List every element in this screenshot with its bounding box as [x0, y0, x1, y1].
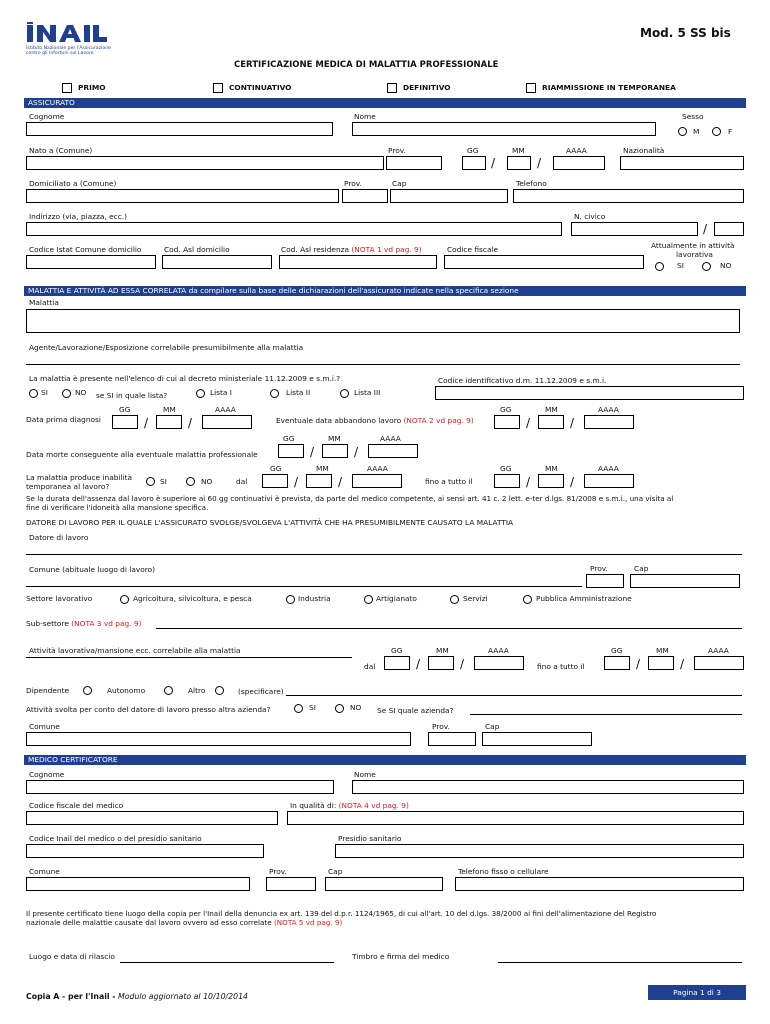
- quale-lista-label: se SI in quale lista?: [96, 391, 168, 400]
- inabilita-dal-label: dal: [236, 477, 248, 486]
- datore-heading: DATORE DI LAVORO PER IL QUALE L'ASSICURATO SVOLGE/SVOLGEVA L'ATTIVITÀ CHE HA PRESUMIBILMENTE CAUSATO LA MALATTIA: [26, 518, 514, 527]
- asl-domicilio-field[interactable]: [162, 255, 272, 269]
- attivita-no-radio[interactable]: [702, 262, 711, 271]
- inabilita-question-1: La malattia produce inabilità: [26, 473, 133, 482]
- altra-comune-field[interactable]: [26, 732, 411, 746]
- mansione-aaaa-label: AAAA: [488, 646, 509, 655]
- elenco-si-radio[interactable]: [29, 389, 38, 398]
- inabilita-gg-label: GG: [270, 464, 282, 473]
- specificare-line[interactable]: [286, 695, 742, 696]
- datore-cap-field[interactable]: [630, 574, 740, 588]
- lista-1-radio[interactable]: [196, 389, 205, 398]
- attivita-label-1: Attualmente in attività: [651, 241, 735, 250]
- mansione-fino-aaaa-label: AAAA: [708, 646, 729, 655]
- settore-artigianato-label: Artigianato: [376, 594, 417, 603]
- nazionalita-label: Nazionalità: [623, 146, 665, 155]
- prima-diagnosi-label: Data prima diagnosi: [26, 415, 101, 424]
- lista-3-label: Lista III: [354, 388, 381, 397]
- datore-label: Datore di lavoro: [29, 533, 89, 542]
- diagnosi-mm-label: MM: [163, 405, 176, 414]
- medico-nome-label: Nome: [354, 770, 376, 779]
- abbandono-text: Eventuale data abbandono lavoro: [276, 416, 402, 425]
- settore-industria-radio[interactable]: [286, 595, 295, 604]
- qualita-text: In qualità di:: [290, 801, 337, 810]
- elenco-question: La malattia è presente nell'elenco di cui al decreto ministeriale 11.12.2009 e s.m.i.?: [29, 374, 341, 383]
- nome-label: Nome: [354, 112, 376, 121]
- medico-nome-field[interactable]: [352, 780, 744, 794]
- certificato-note-2-text: nazionale delle malattie causate dal lavoro ovvero ad esso correlate: [26, 918, 272, 927]
- diagnosi-mm-field[interactable]: [156, 415, 182, 429]
- nato-aaaa-field[interactable]: [553, 156, 605, 170]
- altra-prov-label: Prov.: [432, 722, 450, 731]
- date-slash: /: [460, 657, 465, 671]
- codice-identificativo-label: Codice identificativo d.m. 11.12.2009 e s.m.i.: [438, 376, 607, 385]
- type-primo-label: PRIMO: [78, 83, 106, 92]
- altra-prov-field[interactable]: [428, 732, 476, 746]
- elenco-si-label: SI: [41, 388, 48, 397]
- inabilita-fino-label: fino a tutto il: [425, 477, 473, 486]
- altra-azienda-no-label: NO: [350, 703, 362, 712]
- sesso-m-radio[interactable]: [678, 127, 687, 136]
- altra-azienda-question: Attività svolta per conto del datore di lavoro presso altra azienda?: [26, 705, 271, 714]
- medico-cognome-field[interactable]: [26, 780, 334, 794]
- nato-mm-field[interactable]: [507, 156, 531, 170]
- nota-4-link[interactable]: (NOTA 4 vd pag. 9): [338, 801, 409, 810]
- date-slash: /: [680, 657, 685, 671]
- certificato-note-2: [26, 918, 342, 928]
- attivita-si-radio[interactable]: [655, 262, 664, 271]
- altra-azienda-si-radio[interactable]: [294, 704, 303, 713]
- medico-telefono-label: Telefono fisso o cellulare: [458, 867, 549, 876]
- subsettore-text: Sub-settore: [26, 619, 69, 628]
- qualita-label: [290, 801, 409, 811]
- settore-industria-label: Industria: [298, 594, 331, 603]
- mansione-fino-mm-field[interactable]: [648, 656, 674, 670]
- nazionalita-field[interactable]: [620, 156, 744, 170]
- datore-prov-field[interactable]: [586, 574, 624, 588]
- nato-aaaa-label: AAAA: [566, 146, 587, 155]
- settore-label: Settore lavorativo: [26, 594, 93, 603]
- type-definitivo-checkbox[interactable]: [387, 83, 397, 93]
- codice-fiscale-label: Codice fiscale: [447, 245, 499, 254]
- quale-azienda-line[interactable]: [470, 714, 742, 715]
- inabilita-fino-gg-field[interactable]: [494, 474, 520, 488]
- timbro-line[interactable]: [498, 962, 742, 963]
- altra-comune-label: Comune: [29, 722, 60, 731]
- medico-cf-label: Codice fiscale del medico: [29, 801, 124, 810]
- abbandono-mm-label: MM: [545, 405, 558, 414]
- malattia-field[interactable]: [26, 309, 740, 333]
- altro-radio[interactable]: [215, 686, 224, 695]
- nome-field[interactable]: [352, 122, 656, 136]
- autonomo-label: Autonomo: [107, 686, 146, 695]
- luogo-data-label: Luogo e data di rilascio: [29, 952, 115, 961]
- inabilita-dal-aaaa-field[interactable]: [352, 474, 402, 488]
- inail-logo-icon: [26, 22, 118, 44]
- settore-servizi-radio[interactable]: [450, 595, 459, 604]
- altro-label: Altro: [188, 686, 206, 695]
- mansione-fino-aaaa-field[interactable]: [694, 656, 744, 670]
- attivita-no-label: NO: [720, 261, 732, 270]
- type-primo-checkbox[interactable]: [62, 83, 72, 93]
- morte-mm-field[interactable]: [322, 444, 348, 458]
- date-slash: /: [310, 445, 315, 459]
- logo-subtitle-1: Istituto Nazionale per l'Assicurazione: [26, 46, 111, 51]
- inabilita-aaaa-label: AAAA: [367, 464, 388, 473]
- attivita-label-2: lavorativa: [676, 250, 713, 259]
- istat-field[interactable]: [26, 255, 156, 269]
- mansione-fino-gg-field[interactable]: [604, 656, 630, 670]
- morte-gg-label: GG: [283, 434, 295, 443]
- altra-azienda-no-radio[interactable]: [335, 704, 344, 713]
- qualita-field[interactable]: [287, 811, 744, 825]
- type-continuativo-label: CONTINUATIVO: [229, 83, 292, 92]
- elenco-no-label: NO: [75, 388, 87, 397]
- morte-aaaa-label: AAAA: [380, 434, 401, 443]
- civico-field[interactable]: [571, 222, 698, 236]
- date-slash: /: [188, 416, 193, 430]
- datore-cap-label: Cap: [634, 564, 649, 573]
- inabilita-fino-mm-field[interactable]: [538, 474, 564, 488]
- agente-line[interactable]: [26, 364, 740, 365]
- comune-lavoro-line[interactable]: [26, 586, 582, 587]
- medico-telefono-field[interactable]: [455, 877, 744, 891]
- codice-inail-label: Codice Inail del medico o del presidio sanitario: [29, 834, 202, 843]
- nato-gg-field[interactable]: [462, 156, 486, 170]
- telefono-label: Telefono: [516, 179, 547, 188]
- luogo-data-line[interactable]: [120, 962, 334, 963]
- aggiornato-label: Modulo aggiornato al 10/10/2014: [118, 992, 249, 1001]
- domicilio-cap-label: Cap: [392, 179, 407, 188]
- elenco-no-radio[interactable]: [62, 389, 71, 398]
- date-slash: /: [636, 657, 641, 671]
- nota-5-link[interactable]: (NOTA 5 vd pag. 9): [273, 918, 343, 927]
- asl-residenza-text: Cod. Asl residenza: [281, 245, 350, 254]
- inabilita-si-label: SI: [160, 477, 167, 486]
- morte-aaaa-field[interactable]: [368, 444, 418, 458]
- type-definitivo-label: DEFINITIVO: [403, 83, 451, 92]
- mansione-dal-label: dal: [364, 662, 376, 671]
- medico-cf-field[interactable]: [26, 811, 278, 825]
- date-slash: /: [526, 475, 531, 489]
- domiciliato-field[interactable]: [26, 189, 339, 203]
- certificato-note-1: Il presente certificato tiene luogo della copia per l'Inail della denuncia ex art. 139 del d.p.r. 1124/1965, di cui all'art. 10 del d.lgs. 38/2000 ai fini dell'alimentazione del Registro: [26, 909, 657, 918]
- codice-identificativo-field[interactable]: [435, 386, 744, 400]
- morte-label: Data morte conseguente alla eventuale malattia professionale: [26, 450, 258, 459]
- domicilio-cap-field[interactable]: [390, 189, 508, 203]
- medico-comune-label: Comune: [29, 867, 60, 876]
- page-number-badge: Pagina 1 di 3: [648, 985, 746, 1000]
- domicilio-prov-label: Prov.: [344, 179, 362, 188]
- type-riammissione-checkbox[interactable]: [526, 83, 536, 93]
- model-code: Mod. 5 SS bis: [640, 26, 731, 40]
- specificare-label: (specificare): [238, 687, 284, 696]
- lista-1-label: Lista I: [210, 388, 232, 397]
- date-slash: /: [354, 445, 359, 459]
- sesso-f-radio[interactable]: [712, 127, 721, 136]
- settore-agricoltura-label: Agricoltura, silvicoltura, e pesca: [133, 594, 252, 603]
- mansione-label: Attività lavorativa/mansione ecc. correlabile alla malattia: [29, 646, 241, 655]
- domicilio-prov-field[interactable]: [342, 189, 388, 203]
- inabilita-no-label: NO: [201, 477, 213, 486]
- lista-3-radio[interactable]: [340, 389, 349, 398]
- mansione-fino-label: fino a tutto il: [537, 662, 585, 671]
- visita-paragraph-1: Se la durata dell'assenza dal lavoro è superiore ai 60 gg continuativi è prevista, da parte del medico competente, ai sensi art. 41 c. 2 lett. e-ter d.lgs. 81/2008 e s.m.i., una visita al: [26, 494, 674, 503]
- presidio-field[interactable]: [335, 844, 744, 858]
- mansione-dal-aaaa-field[interactable]: [474, 656, 524, 670]
- datore-prov-label: Prov.: [590, 564, 608, 573]
- nato-mm-label: MM: [512, 146, 525, 155]
- agente-label: Agente/Lavorazione/Esposizione correlabile presumibilmente alla malattia: [29, 343, 304, 352]
- copia-label: Copia A - per l'Inail -: [26, 992, 116, 1001]
- sesso-f-label: F: [728, 127, 733, 136]
- codice-inail-field[interactable]: [26, 844, 264, 858]
- section-medico-header: MEDICO CERTIFICATORE: [24, 755, 746, 765]
- sesso-m-label: M: [693, 127, 700, 136]
- dipendente-radio[interactable]: [83, 686, 92, 695]
- nato-gg-label: GG: [467, 146, 479, 155]
- section-assicurato-header: ASSICURATO: [24, 98, 746, 108]
- indirizzo-field[interactable]: [26, 222, 562, 236]
- date-slash: /: [570, 475, 575, 489]
- altra-azienda-si-label: SI: [309, 703, 316, 712]
- subsettore-line[interactable]: [156, 628, 742, 629]
- mansione-fino-gg-label: GG: [611, 646, 623, 655]
- date-slash: /: [416, 657, 421, 671]
- asl-residenza-field[interactable]: [279, 255, 437, 269]
- lista-2-label: Lista II: [286, 388, 311, 397]
- mansione-dal-gg-field[interactable]: [384, 656, 410, 670]
- nato-prov-field[interactable]: [386, 156, 442, 170]
- altra-cap-field[interactable]: [482, 732, 592, 746]
- nato-prov-label: Prov.: [388, 146, 406, 155]
- timbro-label: Timbro e firma del medico: [352, 952, 450, 961]
- medico-prov-label: Prov.: [269, 867, 287, 876]
- altra-cap-label: Cap: [485, 722, 500, 731]
- inail-logo: [26, 22, 118, 56]
- date-slash: /: [570, 416, 575, 430]
- telefono-field[interactable]: [513, 189, 744, 203]
- cognome-field[interactable]: [26, 122, 333, 136]
- diagnosi-aaaa-label: AAAA: [215, 405, 236, 414]
- settore-servizi-label: Servizi: [463, 594, 488, 603]
- abbandono-gg-label: GG: [500, 405, 512, 414]
- inabilita-fino-mm-label: MM: [545, 464, 558, 473]
- inabilita-dal-mm-field[interactable]: [306, 474, 332, 488]
- type-continuativo-checkbox[interactable]: [213, 83, 223, 93]
- date-slash: /: [294, 475, 299, 489]
- abbandono-gg-field[interactable]: [494, 415, 520, 429]
- medico-cap-field[interactable]: [325, 877, 443, 891]
- abbandono-label: [276, 416, 474, 426]
- diagnosi-gg-field[interactable]: [112, 415, 138, 429]
- attivita-si-label: SI: [677, 261, 684, 270]
- asl-residenza-label: [281, 245, 422, 255]
- subsettore-label: [26, 619, 141, 629]
- malattia-label: Malattia: [29, 298, 59, 307]
- inabilita-mm-label: MM: [316, 464, 329, 473]
- diagnosi-gg-label: GG: [119, 405, 131, 414]
- copia-footer: [26, 992, 248, 1002]
- civico-slash: /: [703, 222, 708, 236]
- abbandono-mm-field[interactable]: [538, 415, 564, 429]
- inabilita-si-radio[interactable]: [146, 477, 155, 486]
- nota-2-link[interactable]: (NOTA 2 vd pag. 9): [403, 416, 474, 425]
- settore-pa-radio[interactable]: [523, 595, 532, 604]
- settore-artigianato-radio[interactable]: [364, 595, 373, 604]
- abbandono-aaaa-field[interactable]: [584, 415, 634, 429]
- date-slash: /: [526, 416, 531, 430]
- abbandono-aaaa-label: AAAA: [598, 405, 619, 414]
- inabilita-fino-aaaa-label: AAAA: [598, 464, 619, 473]
- inabilita-fino-aaaa-field[interactable]: [584, 474, 634, 488]
- medico-cognome-label: Cognome: [29, 770, 65, 779]
- cognome-label: Cognome: [29, 112, 65, 121]
- medico-prov-field[interactable]: [266, 877, 316, 891]
- quale-azienda-label: Se SI quale azienda?: [377, 706, 454, 715]
- nato-label: Nato a (Comune): [29, 146, 93, 155]
- mansione-mm-label: MM: [436, 646, 449, 655]
- date-slash: /: [338, 475, 343, 489]
- autonomo-radio[interactable]: [164, 686, 173, 695]
- codice-fiscale-field[interactable]: [444, 255, 644, 269]
- mansione-dal-mm-field[interactable]: [428, 656, 454, 670]
- date-slash: /: [537, 156, 542, 170]
- mansione-line[interactable]: [26, 657, 352, 658]
- medico-cap-label: Cap: [328, 867, 343, 876]
- inabilita-fino-gg-label: GG: [500, 464, 512, 473]
- inabilita-no-radio[interactable]: [186, 477, 195, 486]
- nota-3-link[interactable]: (NOTA 3 vd pag. 9): [71, 619, 142, 628]
- diagnosi-aaaa-field[interactable]: [202, 415, 252, 429]
- section-malattia-header: MALATTIA E ATTIVITÀ AD ESSA CORRELATA da compilare sulla base delle dichiarazioni dell'assicurato indicate nella specifica sezione: [24, 286, 746, 296]
- logo-subtitle-2: contro gli Infortuni sul Lavoro: [26, 51, 94, 56]
- presidio-label: Presidio sanitario: [338, 834, 402, 843]
- comune-lavoro-label: Comune (abituale luogo di lavoro): [29, 565, 156, 574]
- nato-field[interactable]: [26, 156, 384, 170]
- type-riammissione-label: RIAMMISSIONE IN TEMPORANEA: [542, 83, 676, 92]
- dipendente-label: Dipendente: [26, 686, 70, 695]
- sesso-label: Sesso: [682, 112, 704, 121]
- visita-paragraph-2: fine di verificare l'idoneità alla mansione specifica.: [26, 503, 209, 512]
- nota-1-link[interactable]: (NOTA 1 vd pag. 9): [351, 245, 422, 254]
- settore-pa-label: Pubblica Amministrazione: [536, 594, 632, 603]
- civico-label: N. civico: [574, 212, 606, 221]
- indirizzo-label: Indirizzo (via, piazza, ecc.): [29, 212, 128, 221]
- morte-gg-field[interactable]: [278, 444, 304, 458]
- civico-barrato-field[interactable]: [714, 222, 744, 236]
- inabilita-dal-gg-field[interactable]: [262, 474, 288, 488]
- medico-comune-field[interactable]: [26, 877, 250, 891]
- mansione-gg-label: GG: [391, 646, 403, 655]
- date-slash: /: [491, 156, 496, 170]
- settore-agricoltura-radio[interactable]: [120, 595, 129, 604]
- inabilita-question-2: temporanea al lavoro?: [26, 482, 110, 491]
- mansione-fino-mm-label: MM: [656, 646, 669, 655]
- page-title: CERTIFICAZIONE MEDICA DI MALATTIA PROFESSIONALE: [234, 60, 499, 70]
- datore-line[interactable]: [26, 554, 742, 555]
- morte-mm-label: MM: [328, 434, 341, 443]
- istat-label: Codice Istat Comune domicilio: [29, 245, 142, 254]
- asl-domicilio-label: Cod. Asl domicilio: [164, 245, 230, 254]
- lista-2-radio[interactable]: [270, 389, 279, 398]
- date-slash: /: [144, 416, 149, 430]
- domiciliato-label: Domiciliato a (Comune): [29, 179, 117, 188]
